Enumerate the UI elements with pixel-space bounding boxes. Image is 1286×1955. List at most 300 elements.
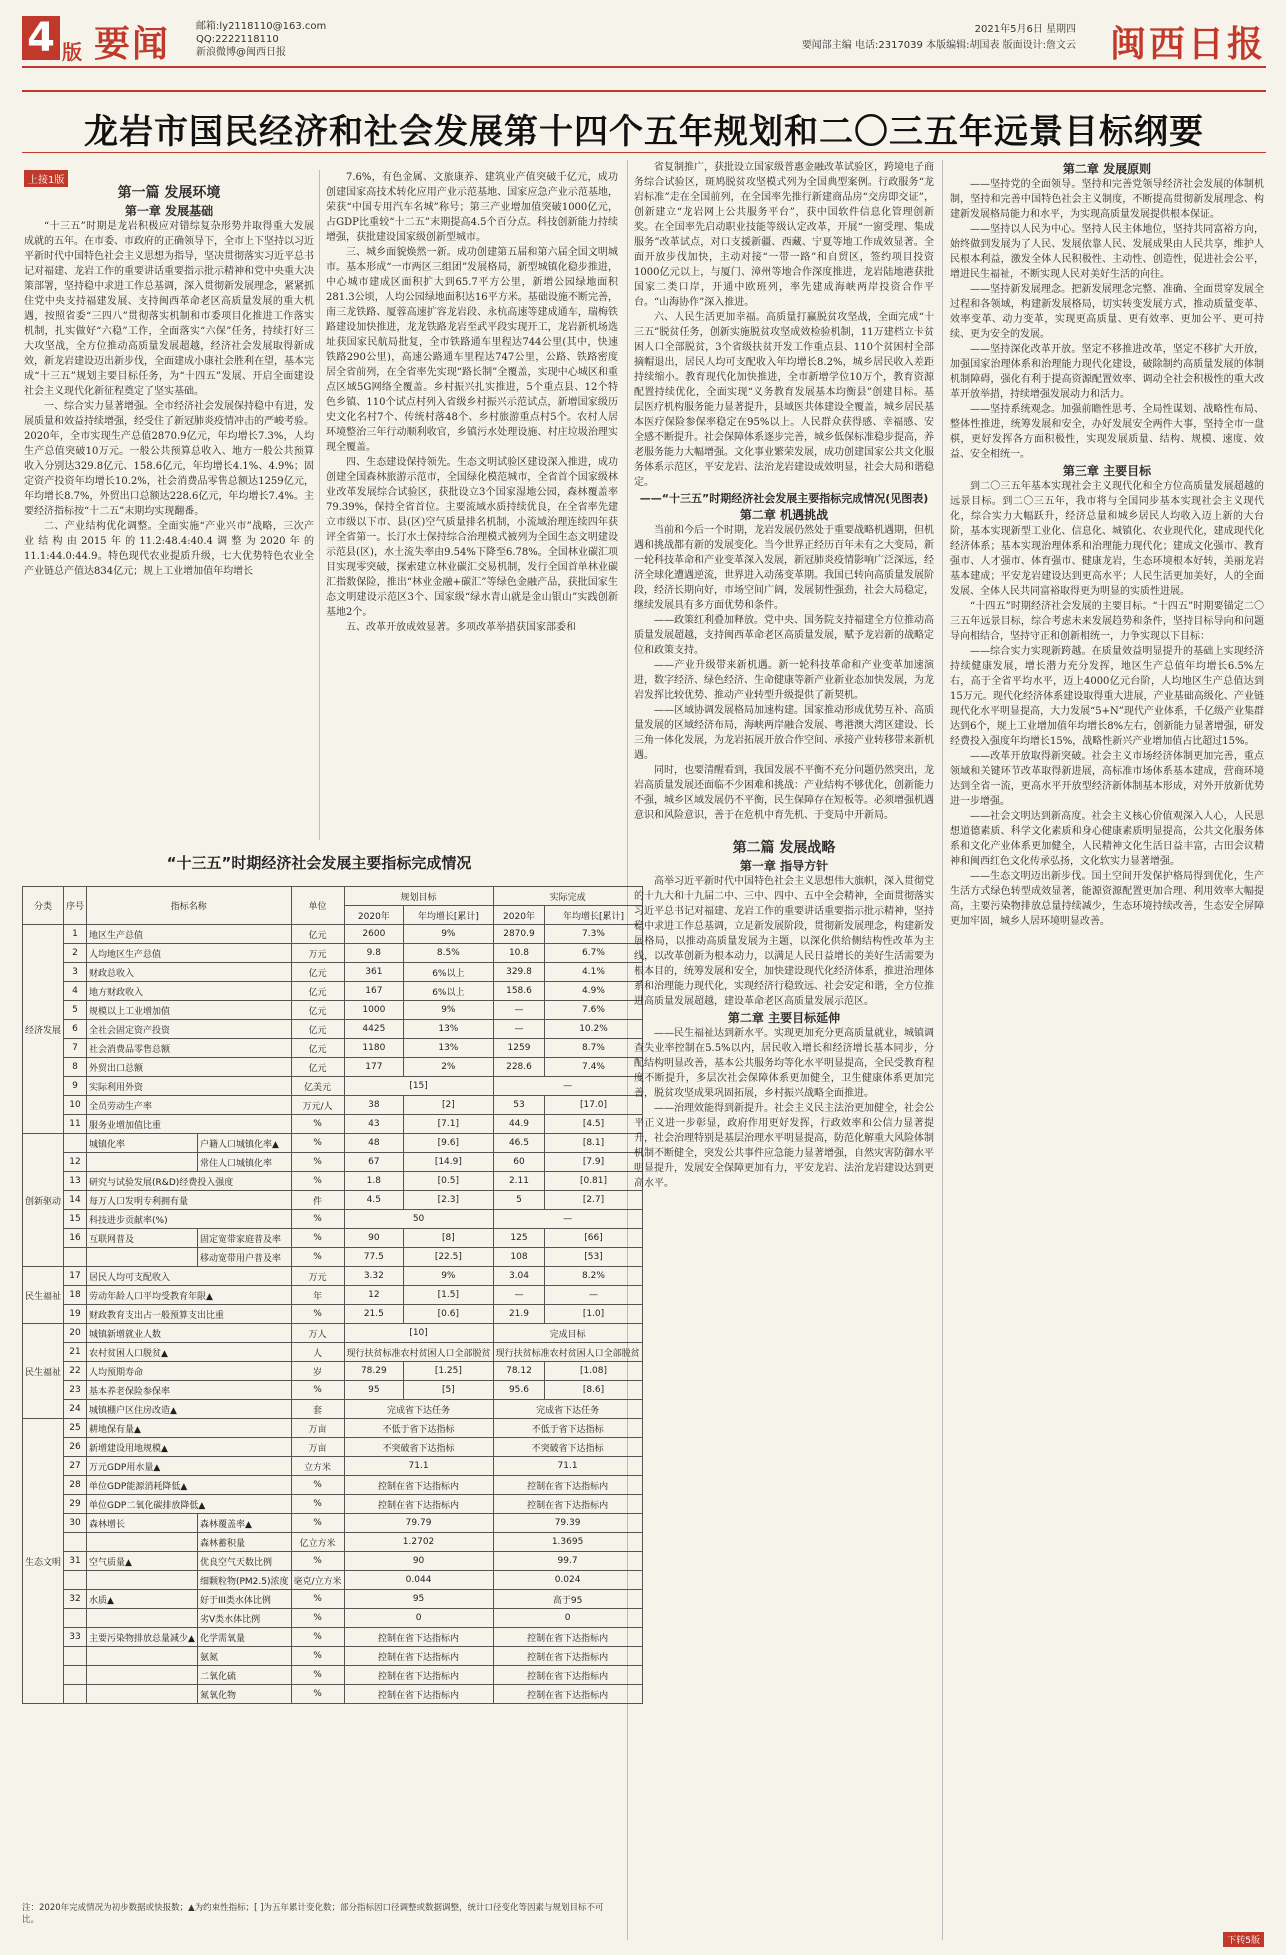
- unit-cell: 万亩: [291, 1438, 344, 1457]
- row-number: [64, 1248, 87, 1267]
- actual-value: 1.3695: [493, 1533, 642, 1552]
- actual-2020: 95.6: [493, 1381, 545, 1400]
- row-number: 29: [64, 1495, 87, 1514]
- actual-growth: 7.6%: [545, 1001, 642, 1020]
- table-row: [23, 1286, 643, 1305]
- indicator-name: [87, 1647, 198, 1666]
- unit-cell: 亿元: [291, 982, 344, 1001]
- plan-2020: 77.5: [344, 1248, 404, 1267]
- indicator-subname: 劣V类水体比例: [197, 1609, 291, 1628]
- plan-2020: 12: [344, 1286, 404, 1305]
- unit-cell: 亿美元: [291, 1077, 344, 1096]
- row-number: 33: [64, 1628, 87, 1647]
- paragraph: 当前和今后一个时期，龙岩发展仍然处于重要战略机遇期，但机遇和挑战都有新的发展变化。当今世界正经历百年未有之大变局，新一轮科技革命和产业变革深入发展，新冠肺炎疫情影响广泛深远，经济全球化遭遇逆流，世界进入动荡变革期。我国已转向高质量发展阶段，经济长期向好，市场空间广阔，发展韧性强劲，社会大局稳定，继续发展具有多方面优势和条件。: [634, 525, 934, 611]
- table-row: [23, 1419, 643, 1438]
- plan-growth: [2]: [404, 1096, 493, 1115]
- row-number: 32: [64, 1590, 87, 1609]
- indicator-name: 森林增长: [87, 1514, 198, 1533]
- actual-value: 控制在省下达指标内: [493, 1666, 642, 1685]
- indicator-name: 全社会固定资产投资: [87, 1020, 291, 1039]
- actual-growth: 8.7%: [545, 1039, 642, 1058]
- table-row: [23, 1666, 643, 1685]
- actual-2020: 158.6: [493, 982, 545, 1001]
- indicator-name: 空气质量▲: [87, 1552, 198, 1571]
- continued-next-tag: 下转5版: [1223, 1932, 1264, 1947]
- table-row: [23, 1267, 643, 1286]
- plan-value: 95: [344, 1590, 493, 1609]
- paragraph: 到二〇三五年基本实现社会主义现代化和全方位高质量发展超越的远景目标。到二〇三五年，我市将与全国同步基本实现社会主义现代化，综合实力大幅跃升，经济总量和城乡居民人均收入迈上新的大台阶，基本实现新型工业化、信息化、城镇化、农业现代化，建成现代化经济体系；基本实现治理体系和治理能力现代化；建成文化强市、教育强市、人才强市、体育强市、健康龙岩，生态环境根本好转，美丽龙岩基本建成；平安龙岩建设达到更高水平；人民生活更加美好，人的全面发展、全体人民共同富裕取得更为明显的实质性进展。: [950, 481, 1264, 597]
- row-number: 8: [64, 1058, 87, 1077]
- unit-cell: 亿元: [291, 1020, 344, 1039]
- header-plan: 规划目标: [344, 887, 493, 906]
- indicator-name: 互联网普及: [87, 1229, 198, 1248]
- article-column-3: [634, 160, 934, 1940]
- table-row: [23, 1153, 643, 1172]
- actual-value: 控制在省下达指标内: [493, 1647, 642, 1666]
- paragraph: ——生态文明迈出新步伐。国土空间开发保护格局得到优化，生产生活方式绿色转型成效显著，能源资源配置更加合理、利用效率大幅提高，主要污染物排放总量持续减少，生态环境持续改善，生态安全屏障更加牢固，城乡人居环境明显改善。: [950, 871, 1264, 927]
- actual-growth: 4.1%: [545, 963, 642, 982]
- table-row: [23, 1058, 643, 1077]
- table-row: [23, 1533, 643, 1552]
- indicator-subname: 常住人口城镇化率: [197, 1153, 291, 1172]
- row-number: 5: [64, 1001, 87, 1020]
- row-number: 17: [64, 1267, 87, 1286]
- actual-value: 不低于省下达指标: [493, 1419, 642, 1438]
- plan-growth: 9%: [404, 1001, 493, 1020]
- table-row: [23, 1362, 643, 1381]
- category-cell: 创新驱动: [23, 1134, 64, 1267]
- paragraph: ——综合实力实现新跨越。在质量效益明显提升的基础上实现经济持续健康发展，增长潜力充分发挥，地区生产总值年均增长6.5%左右，高于全省平均水平，迈上4000亿元台阶，人均地区生产总值达到15万元。现代化经济体系建设取得重大进展，产业基础高级化、产业链现代化水平明显提高，大力发展“5+N”现代产业体系，千亿级产业集群达到6个，规上工业增加值年均增长8%左右，创新能力显著增强，研发经费投入强度年均增长15%，战略性新兴产业增加值占比超过15%。: [950, 646, 1264, 747]
- unit-cell: 亿元: [291, 1058, 344, 1077]
- row-number: 22: [64, 1362, 87, 1381]
- editor-credits: 要闻部主编 电话:2317039 本版编辑:胡国表 版面设计:詹文云: [801, 40, 1076, 51]
- actual-growth: —: [545, 1286, 642, 1305]
- plan-growth: [1.25]: [404, 1362, 493, 1381]
- indicator-name: 科技进步贡献率(%): [87, 1210, 291, 1229]
- actual-2020: 60: [493, 1153, 545, 1172]
- indicator-subname: 户籍人口城镇化率▲: [197, 1134, 291, 1153]
- unit-cell: %: [291, 1115, 344, 1134]
- edition-label: 版: [62, 40, 82, 64]
- paragraph: 一、综合实力显著增强。全市经济社会发展保持稳中有进，发展质量和效益持续增强，经受住了新冠肺炎疫情冲击的严峻考验。2020年，全市实现生产总值2870.9亿元，年均增长7.3%，人均生产总值突破10万元。一般公共预算总收入、地方一般公共预算收入分别达329.8亿元、158.6亿元，年均增长4.1%、4.9%；固定资产投资年均增长10.2%，社会消费品零售总额达1259亿元，年均增长8.7%，外贸出口总额达228.6亿元，年均增长7.4%。主要经济指标按“十二五”末期均实现翻番。: [24, 401, 314, 517]
- plan-value: 控制在省下达指标内: [344, 1476, 493, 1495]
- actual-2020: 53: [493, 1096, 545, 1115]
- plan-value: 79.79: [344, 1514, 493, 1533]
- actual-value: 不突破省下达指标: [493, 1438, 642, 1457]
- unit-cell: 年: [291, 1286, 344, 1305]
- plan-2020: 4.5: [344, 1191, 404, 1210]
- plan-value: 不低于省下达指标: [344, 1419, 493, 1438]
- unit-cell: %: [291, 1666, 344, 1685]
- plan-value: 控制在省下达指标内: [344, 1647, 493, 1666]
- actual-value: 99.7: [493, 1552, 642, 1571]
- indicator-name: 每万人口发明专利拥有量: [87, 1191, 291, 1210]
- table-row: [23, 1514, 643, 1533]
- plan-growth: 6%以上: [404, 982, 493, 1001]
- actual-growth: [1.08]: [545, 1362, 642, 1381]
- article-column-1: [24, 182, 314, 842]
- plan-2020: 43: [344, 1115, 404, 1134]
- actual-2020: 1259: [493, 1039, 545, 1058]
- section-title: 要闻: [94, 24, 171, 65]
- table-row: [23, 1324, 643, 1343]
- headline-divider: [22, 152, 1266, 153]
- indicator-name: 全员劳动生产率: [87, 1096, 291, 1115]
- actual-growth: [0.81]: [545, 1172, 642, 1191]
- header-plan-growth: 年均增长[累计]: [404, 906, 493, 925]
- indicator-subname: 化学需氧量: [197, 1628, 291, 1647]
- unit-cell: %: [291, 1552, 344, 1571]
- contact-qq: QQ:2222118110: [196, 34, 279, 45]
- plan-2020: 9.8: [344, 944, 404, 963]
- indicator-name: 水质▲: [87, 1590, 198, 1609]
- actual-growth: 4.9%: [545, 982, 642, 1001]
- row-number: [64, 1571, 87, 1590]
- plan-value: 0: [344, 1609, 493, 1628]
- actual-growth: [1.0]: [545, 1305, 642, 1324]
- unit-cell: 万元: [291, 944, 344, 963]
- indicator-name: 人均预期寿命: [87, 1362, 291, 1381]
- table-row: [23, 1457, 643, 1476]
- row-number: 20: [64, 1324, 87, 1343]
- chapter-heading: 第一章 发展基础: [124, 204, 214, 218]
- actual-growth: [53]: [545, 1248, 642, 1267]
- table-row: [23, 1343, 643, 1362]
- plan-growth: 13%: [404, 1039, 493, 1058]
- table-row: [23, 925, 643, 944]
- unit-cell: 人: [291, 1343, 344, 1362]
- plan-2020: 78.29: [344, 1362, 404, 1381]
- actual-growth: 7.3%: [545, 925, 642, 944]
- indicator-name: 外贸出口总额: [87, 1058, 291, 1077]
- actual-2020: 125: [493, 1229, 545, 1248]
- row-number: 7: [64, 1039, 87, 1058]
- table-row: [23, 1305, 643, 1324]
- indicator-name: 社会消费品零售总额: [87, 1039, 291, 1058]
- actual-value: 0.024: [493, 1571, 642, 1590]
- plan-growth: [8]: [404, 1229, 493, 1248]
- column-rule: [942, 160, 943, 1940]
- row-number: 24: [64, 1400, 87, 1419]
- table-row: [23, 1172, 643, 1191]
- table-row: [23, 1476, 643, 1495]
- table-row: [23, 1609, 643, 1628]
- plan-2020: 361: [344, 963, 404, 982]
- row-number: 10: [64, 1096, 87, 1115]
- header-indicator: 指标名称: [87, 887, 291, 925]
- plan-value: [10]: [344, 1324, 493, 1343]
- table-row: [23, 1039, 643, 1058]
- table-caption: “十三五”时期经济社会发展主要指标完成情况: [166, 854, 472, 872]
- plan-value: 控制在省下达指标内: [344, 1685, 493, 1704]
- table-reference: ——“十三五”时期经济社会发展主要指标完成情况(见图表): [639, 492, 929, 505]
- contact-email: 邮箱:ly2118110@163.com: [196, 21, 327, 32]
- category-cell: 生态文明: [23, 1419, 64, 1704]
- header-actual: 实际完成: [493, 887, 642, 906]
- table-row: [23, 963, 643, 982]
- row-number: [64, 1533, 87, 1552]
- actual-value: 79.39: [493, 1514, 642, 1533]
- indicator-name: 单位GDP能源消耗降低▲: [87, 1476, 291, 1495]
- indicator-subname: 森林覆盖率▲: [197, 1514, 291, 1533]
- plan-growth: [0.6]: [404, 1305, 493, 1324]
- unit-cell: 万亩: [291, 1419, 344, 1438]
- continued-tag: 上接1版: [24, 170, 68, 187]
- plan-2020: 1180: [344, 1039, 404, 1058]
- row-number: 11: [64, 1115, 87, 1134]
- actual-growth: 8.2%: [545, 1267, 642, 1286]
- table-footnote: 注：2020年完成情况为初步数据或快报数；▲为约束性指标；[ ]为五年累计变化数；部分指标因口径调整或数据调整，统计口径变化等因素与规划目标不可比。: [22, 1903, 604, 1925]
- unit-cell: 万人: [291, 1324, 344, 1343]
- issue-date: 2021年5月6日 星期四: [974, 24, 1076, 35]
- indicator-name: 财政总收入: [87, 963, 291, 982]
- plan-growth: [22.5]: [404, 1248, 493, 1267]
- plan-growth: 2%: [404, 1058, 493, 1077]
- indicator-name: 居民人均可支配收入: [87, 1267, 291, 1286]
- unit-cell: %: [291, 1153, 344, 1172]
- header-category: 分类: [23, 887, 64, 925]
- actual-value: 0: [493, 1609, 642, 1628]
- chapter-heading: 第三章 主要目标: [1062, 464, 1152, 478]
- part-heading: 第二篇 发展战略: [732, 840, 836, 856]
- indicator-name: 地区生产总值: [87, 925, 291, 944]
- plan-value: 1.2702: [344, 1533, 493, 1552]
- row-number: [64, 1685, 87, 1704]
- plan-growth: [7.1]: [404, 1115, 493, 1134]
- paragraph: “十四五”时期经济社会发展的主要目标。“十四五”时期要锚定二〇三五年远景目标，综合考虑未来发展趋势和条件，坚持目标导向和问题导向相结合，坚持守正和创新相统一，力争实现以下目标：: [950, 601, 1264, 642]
- actual-2020: 78.12: [493, 1362, 545, 1381]
- paragraph: ——治理效能得到新提升。社会主义民主法治更加健全，社会公平正义进一步彰显，政府作用更好发挥，行政效率和公信力显著提升，社会治理特别是基层治理水平明显提高，防范化解重大风险体制机制不断健全，突发公共事件应急能力显著增强，自然灾害防御水平明显提升，发展安全保障更加有力，平安龙岩、法治龙岩建设达到更高水平。: [634, 1103, 934, 1189]
- unit-cell: %: [291, 1229, 344, 1248]
- plan-value: 71.1: [344, 1457, 493, 1476]
- indicator-name: 单位GDP二氧化碳排放降低▲: [87, 1495, 291, 1514]
- article-column-4: [950, 160, 1264, 1940]
- row-number: 16: [64, 1229, 87, 1248]
- part-heading: 第一篇 发展环境: [117, 185, 221, 201]
- row-number: 19: [64, 1305, 87, 1324]
- unit-cell: %: [291, 1514, 344, 1533]
- indicator-name: 实际利用外资: [87, 1077, 291, 1096]
- actual-2020: —: [493, 1001, 545, 1020]
- plan-2020: 38: [344, 1096, 404, 1115]
- paragraph: ——坚持以人民为中心。坚持人民主体地位，坚持共同富裕方向，始终做到发展为了人民、发展依靠人民、发展成果由人民共享，维护人民根本利益，激发全体人民积极性、主动性、创造性，促进社会公平，增进民生福祉，不断实现人民对美好生活的向往。: [950, 224, 1264, 280]
- row-number: 15: [64, 1210, 87, 1229]
- actual-growth: [17.0]: [545, 1096, 642, 1115]
- table-row: [23, 1115, 643, 1134]
- plan-value: 完成省下达任务: [344, 1400, 493, 1419]
- indicator-name: [87, 1248, 198, 1267]
- unit-cell: %: [291, 1134, 344, 1153]
- paragraph: 五、改革开放成效显著。多项改革举措获国家部委和: [346, 622, 576, 633]
- actual-growth: [8.6]: [545, 1381, 642, 1400]
- unit-cell: %: [291, 1628, 344, 1647]
- indicator-name: 劳动年龄人口平均受教育年限▲: [87, 1286, 291, 1305]
- paragraph: 同时，也要清醒看到，我国发展不平衡不充分问题仍然突出，龙岩高质量发展还面临不少困难和挑战：产业结构不够优化，创新能力不强，城乡区域发展仍不平衡，民生保障存在短板等。必须增强机遇意识和风险意识，善于在危机中育先机、于变局中开新局。: [634, 765, 934, 821]
- plan-growth: [14.9]: [404, 1153, 493, 1172]
- unit-cell: 万元: [291, 1267, 344, 1286]
- header-actual-growth: 年均增长[累计]: [545, 906, 642, 925]
- table-row: [23, 1001, 643, 1020]
- plan-value: 控制在省下达指标内: [344, 1495, 493, 1514]
- row-number: 18: [64, 1286, 87, 1305]
- indicator-name: 万元GDP用水量▲: [87, 1457, 291, 1476]
- unit-cell: 套: [291, 1400, 344, 1419]
- indicator-name: 农村贫困人口脱贫▲: [87, 1343, 291, 1362]
- chapter-heading: 第二章 发展原则: [1062, 162, 1152, 176]
- paragraph: ——改革开放取得新突破。社会主义市场经济体制更加完善，重点领域和关键环节改革取得新进展，高标准市场体系基本建成，营商环境达到全省一流，更高水平开放型经济新体制基本形成，对外开放新优势进一步增强。: [950, 751, 1264, 807]
- plan-2020: 167: [344, 982, 404, 1001]
- unit-cell: 立方米: [291, 1457, 344, 1476]
- category-cell: 经济发展: [23, 925, 64, 1134]
- plan-growth: [5]: [404, 1381, 493, 1400]
- actual-2020: —: [493, 1286, 545, 1305]
- actual-growth: 7.4%: [545, 1058, 642, 1077]
- row-number: 13: [64, 1172, 87, 1191]
- plan-value: 50: [344, 1210, 493, 1229]
- unit-cell: %: [291, 1381, 344, 1400]
- actual-2020: 3.04: [493, 1267, 545, 1286]
- table-row: [23, 1096, 643, 1115]
- unit-cell: 亿元: [291, 1039, 344, 1058]
- row-number: 3: [64, 963, 87, 982]
- unit-cell: %: [291, 1685, 344, 1704]
- page-number-badge: 4: [22, 16, 60, 60]
- unit-cell: 岁: [291, 1362, 344, 1381]
- unit-cell: %: [291, 1210, 344, 1229]
- indicator-subname: 氮氧化物: [197, 1685, 291, 1704]
- unit-cell: %: [291, 1248, 344, 1267]
- actual-2020: 2.11: [493, 1172, 545, 1191]
- table-row: [23, 1495, 643, 1514]
- header-actual-2020: 2020年: [493, 906, 545, 925]
- indicator-name: 耕地保有量▲: [87, 1419, 291, 1438]
- indicator-subname: 氨氮: [197, 1647, 291, 1666]
- row-number: 30: [64, 1514, 87, 1533]
- table-row: [23, 1552, 643, 1571]
- table-row: [23, 1590, 643, 1609]
- row-number: 12: [64, 1153, 87, 1172]
- paragraph: ——坚持新发展理念。把新发展理念完整、准确、全面贯穿发展全过程和各领域，构建新发展格局，切实转变发展方式，推动质量变革、效率变革、动力变革，实现更高质量、更有效率、更加公平、更可持续、更为安全的发展。: [950, 284, 1264, 340]
- editor-info: [802, 22, 1076, 54]
- actual-2020: 329.8: [493, 963, 545, 982]
- unit-cell: 亿元: [291, 925, 344, 944]
- plan-2020: 21.5: [344, 1305, 404, 1324]
- actual-2020: —: [493, 1020, 545, 1039]
- plan-growth: 8.5%: [404, 944, 493, 963]
- row-number: 21: [64, 1343, 87, 1362]
- plan-2020: 48: [344, 1134, 404, 1153]
- actual-value: 高于95: [493, 1590, 642, 1609]
- plan-growth: [0.5]: [404, 1172, 493, 1191]
- actual-value: 完成目标: [493, 1324, 642, 1343]
- actual-growth: [8.1]: [545, 1134, 642, 1153]
- header-unit: 单位: [291, 887, 344, 925]
- indicator-name: 城镇棚户区住房改造▲: [87, 1400, 291, 1419]
- row-number: [64, 1666, 87, 1685]
- row-number: 23: [64, 1381, 87, 1400]
- unit-cell: %: [291, 1495, 344, 1514]
- table-row: [23, 1438, 643, 1457]
- paragraph: ——区域协调发展格局加速构建。国家推动形成优势互补、高质量发展的区域经济布局，海峡两岸融合发展、粤港澳大湾区建设、长三角一体化发展，为龙岩拓展开放合作空间、承接产业转移带来新机遇。: [634, 705, 934, 761]
- table-row: [23, 982, 643, 1001]
- plan-growth: [9.6]: [404, 1134, 493, 1153]
- indicator-name: [87, 1533, 198, 1552]
- table-row: [23, 1134, 643, 1153]
- indicator-name: 地方财政收入: [87, 982, 291, 1001]
- actual-growth: [7.9]: [545, 1153, 642, 1172]
- paragraph: ——社会文明达到新高度。社会主义核心价值观深入人心，人民思想道德素质、科学文化素质和身心健康素质明显提高，公共文化服务体系和文化产业体系更加健全，人民精神文化生活日益丰富，古田会议精神和闽西红色文化传承弘扬，文化软实力显著增强。: [950, 811, 1264, 867]
- indicator-subname: 移动宽带用户普及率: [197, 1248, 291, 1267]
- row-number: [64, 1609, 87, 1628]
- actual-2020: 10.8: [493, 944, 545, 963]
- actual-growth: [2.7]: [545, 1191, 642, 1210]
- actual-value: —: [493, 1077, 642, 1096]
- column-rule: [319, 170, 320, 840]
- plan-value: 控制在省下达指标内: [344, 1666, 493, 1685]
- indicator-subname: 细颗粒物(PM2.5)浓度: [197, 1571, 291, 1590]
- paragraph: ——坚持系统观念。加强前瞻性思考、全局性谋划、战略性布局、整体性推进，统筹发展和安全，办好发展安全两件大事，坚持全市一盘棋，更好发挥各方面积极性，实现发展质量、结构、规模、速度、效益、安全相统一。: [950, 404, 1264, 460]
- paragraph: “十三五”时期是龙岩积极应对错综复杂形势并取得重大发展成就的五年。在市委、市政府的正确领导下，全市上下坚持以习近平新时代中国特色社会主义思想为指导，坚决贯彻落实习近平总书记对福建、龙岩工作的重要讲话重要指示批示精神和党中央重大决策部署，坚持稳中求进工作总基调，深入贯彻新发展理念，紧紧抓住党中央支持福建发展、支持闽西革命老区高质量发展的重大机遇，按照省委“三四八”贯彻落实机制和市委项目化推进工作落实机制，扎实做好“六稳”工作，全面落实“六保”任务，持续打好三大攻坚战，全方位推动高质量发展超越，经济社会发展取得新成效，新龙岩建设迈出新步伐，全面建成小康社会胜利在望，基本完成“十三五”规划主要目标任务，为“十四五”发展、开启全面建设社会主义现代化新征程奠定了坚实基础。: [24, 221, 314, 397]
- paragraph: ——坚持深化改革开放。坚定不移推进改革，坚定不移扩大开放，加强国家治理体系和治理能力现代化建设，破除制约高质量发展的体制机制障碍，强化有利于提高资源配置效率、调动全社会积极性的重大改革开放举措，持续增强发展动力和活力。: [950, 344, 1264, 400]
- header-plan-2020: 2020年: [344, 906, 404, 925]
- indicator-table: [22, 886, 643, 1704]
- plan-2020: 4425: [344, 1020, 404, 1039]
- paragraph: 7.6%，有色金属、文旅康养、建筑业产值突破千亿元，成功创建国家高技术转化应用产业示范基地、国家应急产业示范基地，荣获“中国专用汽车名城”称号；第三产业增加值突破1000亿元，占GDP比重较“十二五”末期提高4.5个百分点。科技创新能力持续增强，获批建设国家级创新型城市。: [326, 172, 618, 243]
- indicator-name: 城镇新增就业人数: [87, 1324, 291, 1343]
- unit-cell: 亿元: [291, 963, 344, 982]
- plan-growth: 9%: [404, 925, 493, 944]
- unit-cell: 亿立方米: [291, 1533, 344, 1552]
- actual-value: 完成省下达任务: [493, 1400, 642, 1419]
- table-row: [23, 1020, 643, 1039]
- row-number: 14: [64, 1191, 87, 1210]
- actual-growth: [4.5]: [545, 1115, 642, 1134]
- plan-2020: 177: [344, 1058, 404, 1077]
- indicator-subname: 好于III类水体比例: [197, 1590, 291, 1609]
- row-number: 4: [64, 982, 87, 1001]
- row-number: 26: [64, 1438, 87, 1457]
- plan-growth: 9%: [404, 1267, 493, 1286]
- category-cell: 民生福祉: [23, 1324, 64, 1419]
- actual-growth: 6.7%: [545, 944, 642, 963]
- unit-cell: %: [291, 1609, 344, 1628]
- indicator-subname: 二氧化硫: [197, 1666, 291, 1685]
- indicator-name: [87, 1666, 198, 1685]
- plan-growth: [1.5]: [404, 1286, 493, 1305]
- top-divider: [22, 90, 1266, 92]
- row-number: 28: [64, 1476, 87, 1495]
- table-header-row: [23, 887, 643, 906]
- indicator-name: 规模以上工业增加值: [87, 1001, 291, 1020]
- table-row: [23, 1647, 643, 1666]
- actual-2020: 21.9: [493, 1305, 545, 1324]
- table-row: [23, 1685, 643, 1704]
- indicator-subname: 森林蓄积量: [197, 1533, 291, 1552]
- paragraph: 四、生态建设保持领先。生态文明试验区建设深入推进，成功创建全国森林旅游示范市，全国绿化模范城市，全省首个国家级林业改革发展综合试验区，获批设立3个国家湿地公园，森林覆盖率79.39%，保持全省首位。主要流域水质持续优良，在全省率先建立市级以下市、县(区)空气质量排名机制，小流域治理连续四年获评全省第一。长汀水土保持综合治理模式被列为全国生态文明建设示范县(区)，水土流失率由9.54%下降至6.78%。全国林业碳汇项目实现零突破，探索建立林业碳汇交易机制，发行全国首单林业碳汇指数保险，推出“林业金融+碳汇”等绿色金融产品，获批国家生态文明建设示范区3个、国家级“绿水青山就是金山银山”实践创新基地2个。: [326, 457, 618, 618]
- indicator-name: [87, 1571, 198, 1590]
- table-row: [23, 1628, 643, 1647]
- contact-weibo: 新浪微博@闽西日报: [196, 47, 286, 58]
- table-row: [23, 1248, 643, 1267]
- unit-cell: %: [291, 1476, 344, 1495]
- plan-value: 不突破省下达指标: [344, 1438, 493, 1457]
- indicator-name: [87, 1609, 198, 1628]
- masthead: [22, 14, 1266, 68]
- actual-2020: 46.5: [493, 1134, 545, 1153]
- plan-value: 现行扶贫标准农村贫困人口全部脱贫: [344, 1343, 493, 1362]
- plan-2020: 1000: [344, 1001, 404, 1020]
- table-row: [23, 1077, 643, 1096]
